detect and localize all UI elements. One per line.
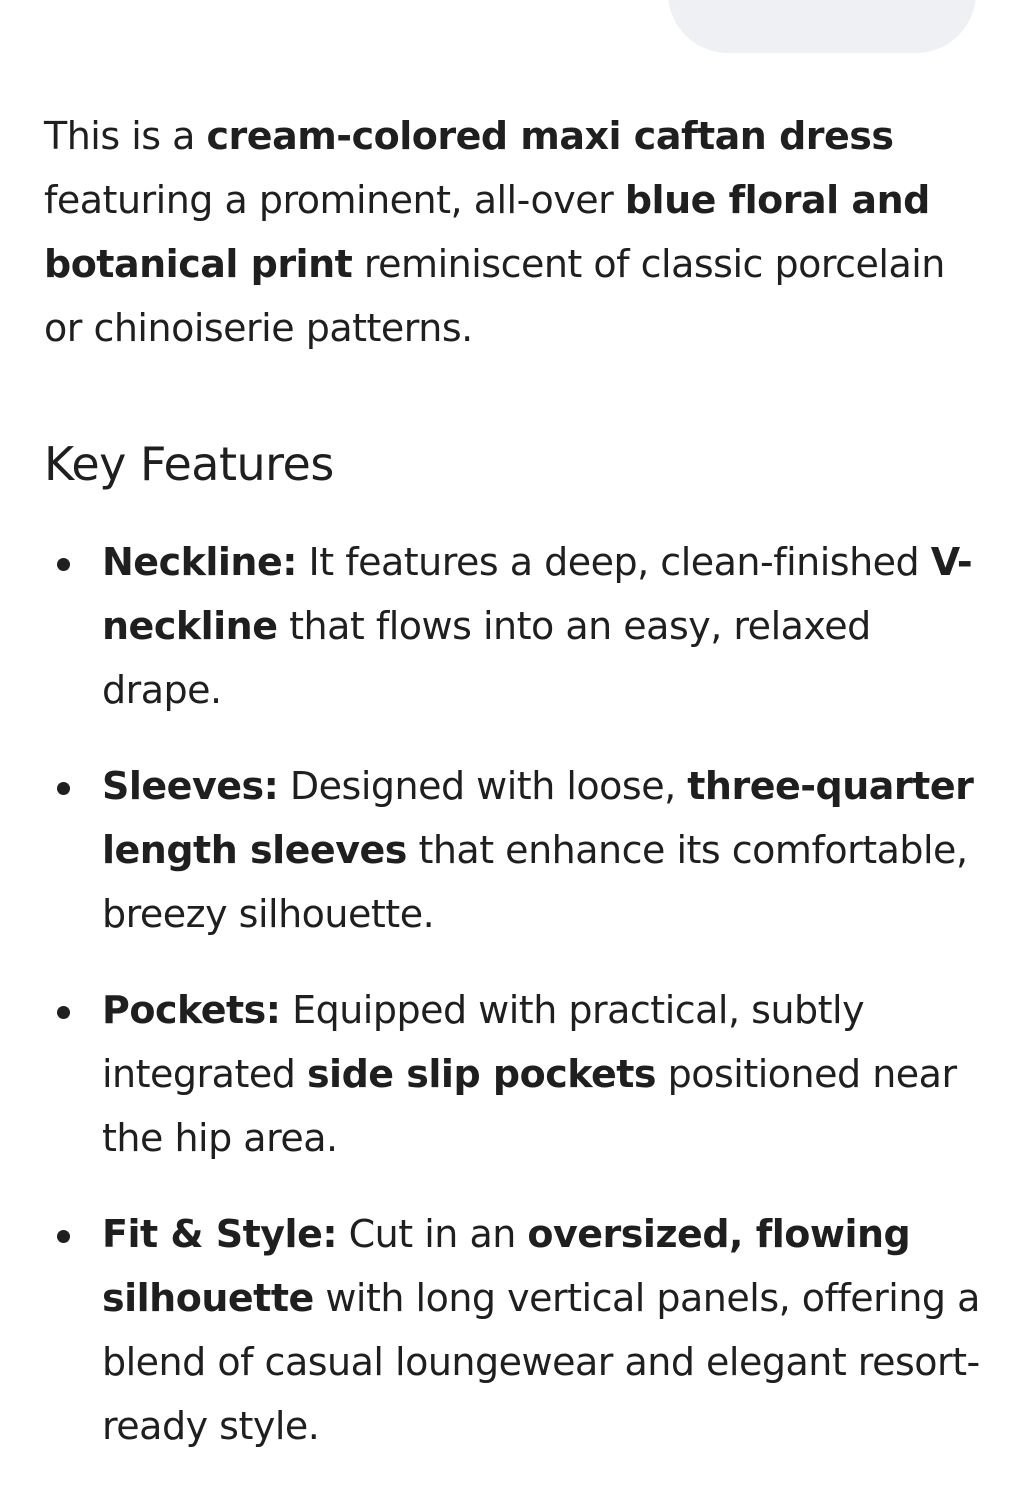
bullet-icon <box>57 558 70 571</box>
intro-paragraph: This is a cream-colored maxi caftan dress featuring a prominent, all-over blue floral and botanical print reminiscent of classic porcelain or chinoiserie patterns. <box>44 114 945 350</box>
feature-sleeves: Sleeves: Designed with loose, three-quarter length sleeves that enhance its comfortable, breezy silhouette. <box>44 754 984 946</box>
bullet-icon <box>57 1006 70 1019</box>
bullet-icon <box>57 1230 70 1243</box>
bullet-icon <box>57 782 70 795</box>
feature-fit-style: Fit & Style: Cut in an oversized, flowing silhouette with long vertical panels, offering a blend of casual loungewear and elegant resort-ready style. <box>44 1202 984 1458</box>
feature-pockets: Pockets: Equipped with practical, subtly integrated side slip pockets positioned near the hip area. <box>44 978 984 1170</box>
key-features-heading: Key Features <box>44 437 334 491</box>
features-list <box>44 530 984 1458</box>
previous-message-bubble <box>668 0 976 53</box>
feature-neckline: Neckline: It features a deep, clean-finished V-neckline that flows into an easy, relaxed drape. <box>44 530 984 722</box>
response-content <box>44 104 984 1490</box>
